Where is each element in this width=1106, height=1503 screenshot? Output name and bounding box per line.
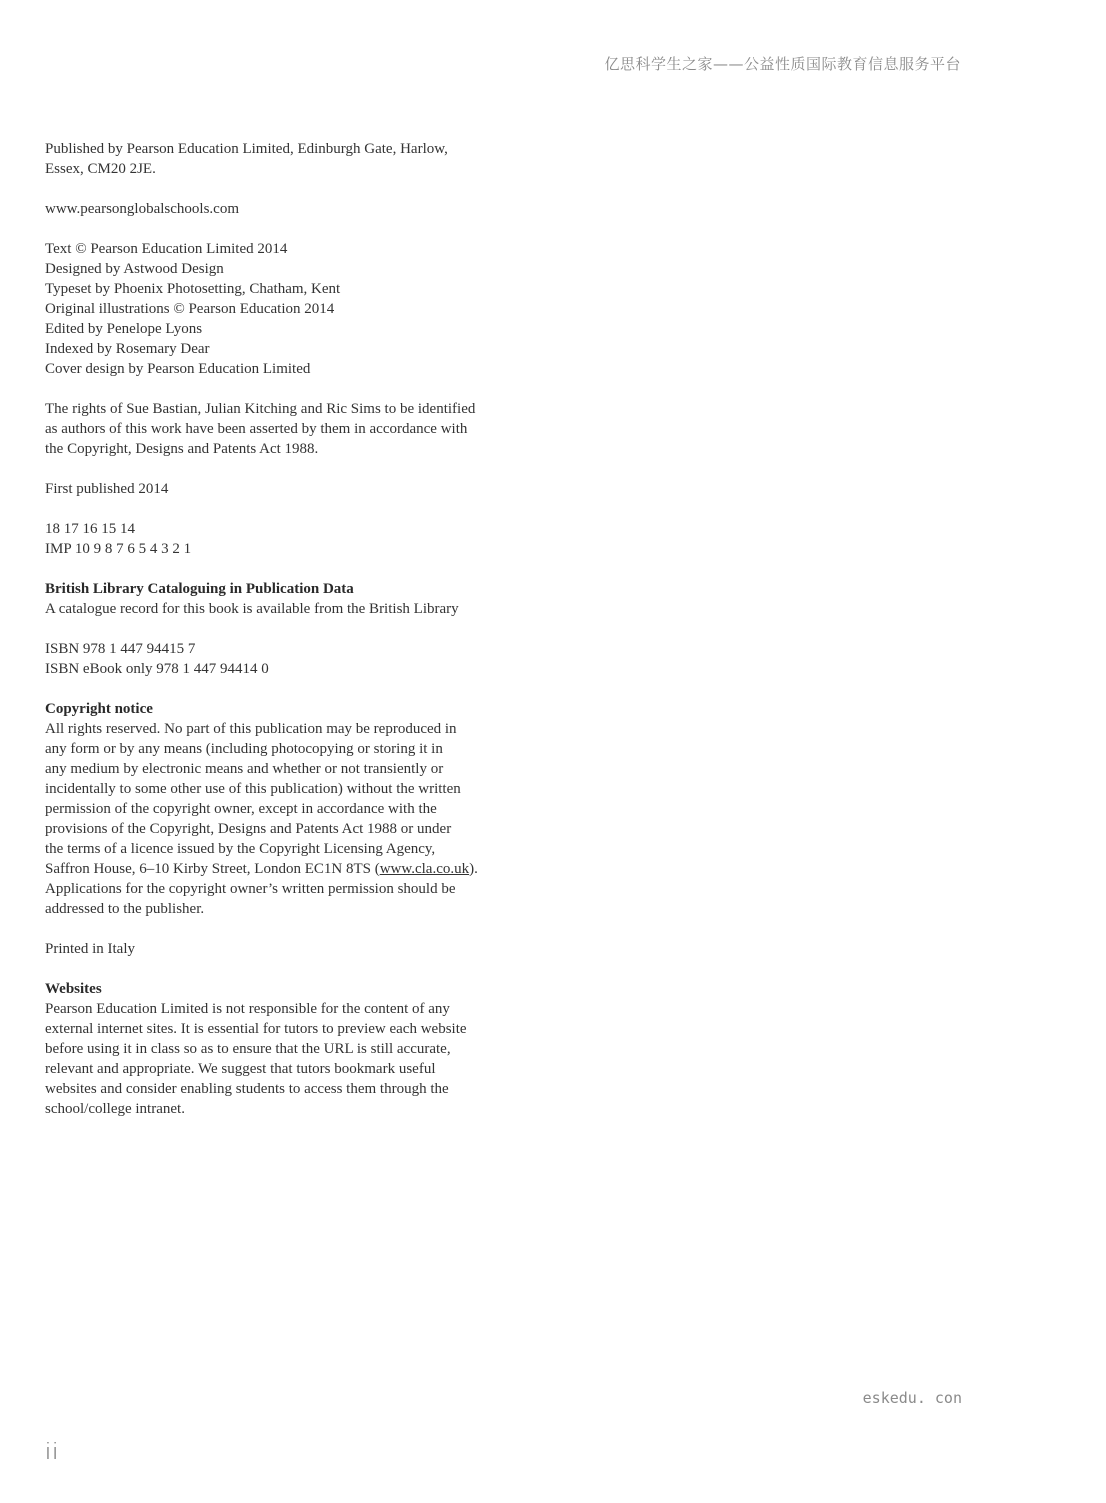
copyright-address-close: ). <box>469 861 478 877</box>
publisher-website: www.pearsonglobalschools.com <box>45 201 239 217</box>
publisher-line: Published by Pearson Education Limited, Edinburgh Gate, Harlow, <box>45 141 448 157</box>
credit-line: Edited by Penelope Lyons <box>45 321 203 337</box>
copyright-notice-line: Applications for the copyright owner’s written permission should be <box>45 881 456 897</box>
website-block <box>45 199 505 219</box>
cla-website-link[interactable]: www.cla.co.uk <box>379 861 470 877</box>
copyright-notice-line-with-link <box>45 859 505 879</box>
credits-block <box>45 239 505 379</box>
imprint-page-content <box>45 139 505 1139</box>
copyright-notice-line: the terms of a licence issued by the Copyright Licensing Agency, <box>45 841 436 857</box>
impression-block <box>45 519 505 559</box>
printed-in-block <box>45 939 505 959</box>
websites-line: before using it in class so as to ensure that the URL is still accurate, <box>45 1041 451 1057</box>
websites-line: relevant and appropriate. We suggest that tutors bookmark useful <box>45 1061 436 1077</box>
page-number: ii <box>45 1440 60 1465</box>
cataloguing-heading: British Library Cataloguing in Publication Data <box>45 581 354 597</box>
copyright-notice-line: permission of the copyright owner, except in accordance with the <box>45 801 437 817</box>
copyright-notice-line: any medium by electronic means and whether or not transiently or <box>45 761 444 777</box>
credit-line: Indexed by Rosemary Dear <box>45 341 210 357</box>
publisher-line: Essex, CM20 2JE. <box>45 161 156 177</box>
watermark-top: 亿思科学生之家——公益性质国际教育信息服务平台 <box>604 55 961 73</box>
rights-line: The rights of Sue Bastian, Julian Kitching and Ric Sims to be identified <box>45 401 476 417</box>
copyright-notice-heading: Copyright notice <box>45 701 153 717</box>
copyright-address-text: Saffron House, 6–10 Kirby Street, London EC1N 8TS ( <box>45 861 380 877</box>
isbn-line: ISBN 978 1 447 94415 7 <box>45 641 196 657</box>
copyright-notice-line: incidentally to some other use of this publication) without the written <box>45 781 461 797</box>
cataloguing-text: A catalogue record for this book is available from the British Library <box>45 601 459 617</box>
first-published-block <box>45 479 505 499</box>
printed-in-text: Printed in Italy <box>45 941 135 957</box>
publisher-block <box>45 139 505 179</box>
websites-line: websites and consider enabling students to access them through the <box>45 1081 449 1097</box>
impression-line: 18 17 16 15 14 <box>45 521 135 537</box>
credit-line: Cover design by Pearson Education Limited <box>45 361 311 377</box>
credit-line: Typeset by Phoenix Photosetting, Chatham, Kent <box>45 281 341 297</box>
watermark-bottom: eskedu. con <box>862 1389 962 1407</box>
websites-line: external internet sites. It is essential for tutors to preview each website <box>45 1021 467 1037</box>
copyright-notice-line: addressed to the publisher. <box>45 901 205 917</box>
credit-line: Designed by Astwood Design <box>45 261 224 277</box>
websites-block <box>45 979 505 1119</box>
websites-line: school/college intranet. <box>45 1101 185 1117</box>
cataloguing-block <box>45 579 505 619</box>
rights-block <box>45 399 505 459</box>
websites-heading: Websites <box>45 981 102 997</box>
isbn-block <box>45 639 505 679</box>
websites-line: Pearson Education Limited is not responsible for the content of any <box>45 1001 450 1017</box>
copyright-notice-line: provisions of the Copyright, Designs and Patents Act 1988 or under <box>45 821 452 837</box>
isbn-line: ISBN eBook only 978 1 447 94414 0 <box>45 661 269 677</box>
impression-line: IMP 10 9 8 7 6 5 4 3 2 1 <box>45 541 192 557</box>
credit-line: Text © Pearson Education Limited 2014 <box>45 241 288 257</box>
copyright-notice-line: All rights reserved. No part of this publication may be reproduced in <box>45 721 457 737</box>
credit-line: Original illustrations © Pearson Education 2014 <box>45 301 335 317</box>
copyright-notice-line: any form or by any means (including photocopying or storing it in <box>45 741 443 757</box>
rights-line: as authors of this work have been asserted by them in accordance with <box>45 421 468 437</box>
copyright-notice-block <box>45 699 505 919</box>
rights-line: the Copyright, Designs and Patents Act 1988. <box>45 441 319 457</box>
first-published-text: First published 2014 <box>45 481 169 497</box>
